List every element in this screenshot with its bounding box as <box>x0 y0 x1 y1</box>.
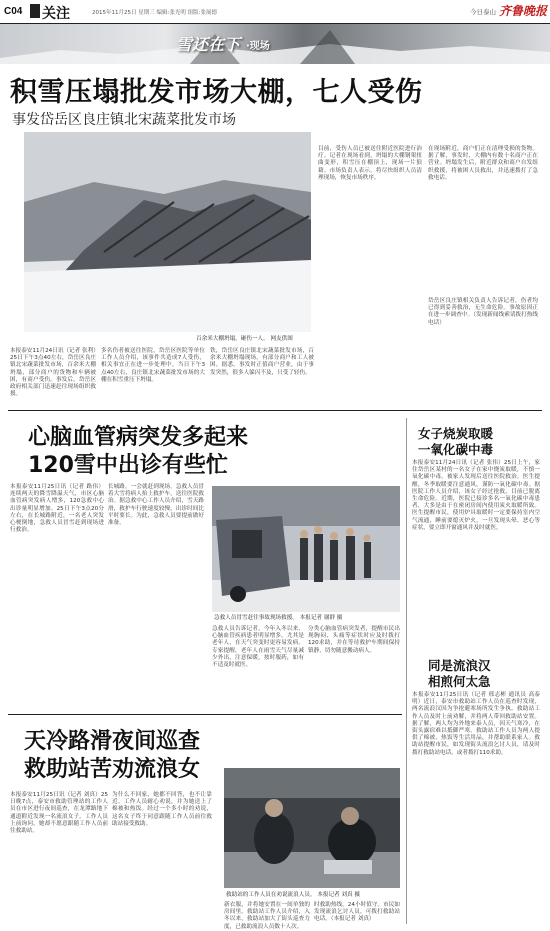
story1-body-col6: 岱岳区良庄镇相关负责人告诉记者，伤者均已得到妥善救治，无生命危险。事故原因正在进一步调查中。（发现新闻线索请拨打热线电话） <box>428 298 538 326</box>
divider-2 <box>8 714 402 715</box>
section-title: 关注 <box>42 6 70 22</box>
story3-body-col3: 新衣服，并将她安置在一间单独的房间里。救助站工作人员介绍，入冬以来，救助站加大了街头巡查力度，已救助流浪人员数十人次。 <box>224 902 310 930</box>
banner <box>0 24 550 64</box>
brand-small: 今日泰山 <box>470 8 496 16</box>
story2-photo <box>212 486 400 612</box>
sidebar2-headline-line1: 同是流浪汉 <box>428 658 491 673</box>
page-header <box>0 0 550 26</box>
night-rescue-image <box>224 768 400 888</box>
story3-body-col2: 为什么不回家，她都不回答，也不让靠近。工作人员耐心劝说，并为她送上了棉被和热饭。经过一个多小时的劝说，这名女子终于同意跟随工作人员前往救助站接受救助。 <box>112 792 212 827</box>
issue-meta: 2015年11月25日 星期三 编辑:张光明 组版:张展德 <box>92 10 217 16</box>
ambulance-image <box>212 486 400 612</box>
banner-subtitle: ·现场 <box>246 41 270 52</box>
section-marker <box>30 4 40 18</box>
story2-caption: 急救人员冒雪赶往事故现场救援。 本报记者 谢群 摄 <box>214 615 343 621</box>
sidebar1-body: 本报泰安11月24日讯（记者 张伟）25日上午，家住岱岳区某村的一名女子在家中烧炭取暖，不慎一氧化碳中毒，被家人发现后送往医院救治。医生提醒，冬季取暖要注意通风，谨防一氧化碳中毒。据医院工作人员介绍，该女子经过抢救，目前已脱离生命危险。近期，医院已接诊多名一氧化碳中毒患者，大多是由于在密闭房间内使用炭火取暖所致。医生提醒市民，使用炉具取暖时一定要保持室内空气流通，睡前要熄灭炉火，一旦发现头晕、恶心等症状，要立即开窗通风并及时就医。 <box>412 460 540 531</box>
story2-body-col4: 分类心脑血管病突发者，提醒市民出现胸闷、头痛等症状时应及时拨打120求助，并在等待救护车期间保持镇静，切勿随意搬动病人。 <box>308 626 400 654</box>
sidebar2-headline-line2: 相煎何太急 <box>428 674 491 689</box>
story2-headline-line1: 心脑血管病突发多起来 <box>28 425 249 450</box>
story1-headline: 积雪压塌批发市场大棚，七人受伤 <box>10 77 423 108</box>
story3-body-col4: 时救助热线，24小时值守。市民如发现流浪乞讨人员，可拨打救助站电话。（本报记者 刘真） <box>314 902 400 923</box>
page-number: C04 <box>4 6 23 17</box>
sidebar2-body: 本报泰安11月25日讯（记者 邢志彬 通讯员 高泰明）近日，泰安市救助站工作人员在巡查时发现，两名流浪汉因为争抢避寒场所发生争执。救助站工作人员及时上前劝解，并将两人带回救助站安置。据了解，两人均为外地来泰人员，因天气寒冷，在街头露宿难以抵御严寒。救助站工作人员为两人提供了棉被、热饭等生活用品，并帮助联系家人。救助站提醒市民，如发现街头流浪乞讨人员，请及时拨打救助站电话，或者拨打110求助。 <box>412 692 540 756</box>
banner-scenery <box>0 24 550 64</box>
story1-body-col4: 目前，受伤人员已被送往附近医院进行治疗。记者在现场看到，坍塌的大棚钢架扭曲变形，积雪压在棚顶上，现场一片狼藉。市场负责人表示，将尽快组织人员清理现场，恢复市场秩序。 <box>318 146 422 181</box>
story1-body-col1: 本报泰安11月24日讯（记者 张利）25日下午3点40左右，岱岳区良庄镇北宋蔬菜批发市场，百余米大棚坍塌，部分商户的货物和车辆被困，有商户受伤。事发后，岱岳区政府相关部门迅速赶往现场组织救援。 <box>10 348 96 398</box>
story3-photo <box>224 768 400 888</box>
story2-body-col3: 急救人员告诉记者，今年入冬以来，心脑血管疾病患者明显增多。尤其是老年人，在天气突变时更容易发病。专家提醒，老年人在雨雪天气尽量减少外出，注意保暖，按时服药，如有不适及时就医。 <box>212 626 304 669</box>
collapsed-shed-image <box>24 132 311 332</box>
story1-caption: 百余米大棚坍塌，砸伤一人。 网友供图 <box>196 336 293 342</box>
sidebar1-headline-line1: 女子烧炭取暖 <box>418 426 494 441</box>
brand-logo: 齐鲁晚报 <box>499 4 548 18</box>
story3-caption: 救助站的工作人员在劝说流浪人员。 本报记者 刘真 摄 <box>226 892 360 898</box>
story1-subhead: 事发岱岳区良庄镇北宋蔬菜批发市场 <box>12 112 236 128</box>
story1-body-col3: 铁，岱岳区良庄镇北宋蔬菜批发市场，百余米大棚坍塌现场，有部分商户和工人被困。据悉，事发时正值商户营业，由于事发突然，很多人躲闪不及，只受了轻伤。 <box>210 348 314 376</box>
story3-headline-line2: 救助站苦劝流浪女 <box>24 757 201 782</box>
story1-photo <box>24 132 311 332</box>
story2-body-col2: 长城路，一会就赶到现场。急救人员冒着大雪将病人抬上救护车，送往医院救治。据急救中心工作人员介绍，雪天路滑，救护车行驶速度较慢，出诊时间比平时要长。为此，急救人员要提前做好准备。 <box>108 484 204 527</box>
story2-headline-line2: 120雪中出诊有些忙 <box>28 453 228 478</box>
story3-headline-line1: 天冷路滑夜间巡查 <box>24 729 201 754</box>
story2-body-col1: 本报泰安11月25日讯（记者 路伟）连续两天的降雪降温天气，市区心脑血管病突发病人增多，120急救中心出诊量明显增加。25日下午3点20分左右，在长城路附近，一名老人突发心梗倒地，急救人员冒雪赶到现场进行救治。 <box>10 484 104 534</box>
story1-body-col2: 多名伤者被送往医院，岱岳区医院等单位工作人员介绍，该事件共造成7人受伤，相关事宜正在进一步处理中。当日下午3点40左右，良庄镇北宋蔬菜批发市场的大棚在积雪重压下坍塌。 <box>101 348 205 383</box>
story1-body-col5: 在现场附近，商户们正在清理受损的货物。据了解，事发时，大棚内有数十名商户正在营业。坍塌发生后，附近群众和商户自发组织救援，将被困人员救出，并迅速拨打了急救电话。 <box>428 146 538 181</box>
sidebar1-headline-line2: 一氧化碳中毒 <box>418 442 494 457</box>
sidebar-divider <box>406 418 407 924</box>
divider-1 <box>8 410 542 411</box>
banner-title: 雪还在下 <box>176 35 241 54</box>
story3-body-col1: 本报泰安11月25日讯（记者 刘真）25日晚7点，泰安市救助管理站的工作人员在市区进行夜间巡查，在龙潭路地下通道附近发现一名流浪女子。工作人员上前询问，她却不愿意跟随工作人员前往救助站。 <box>10 792 108 835</box>
